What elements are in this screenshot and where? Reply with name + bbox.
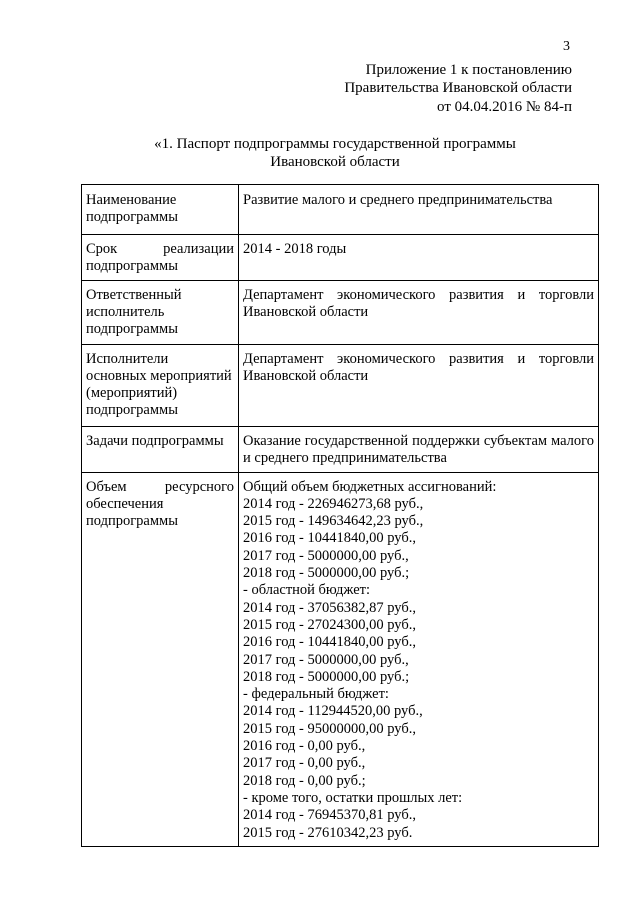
funding-line: 2015 год - 95000000,00 руб., bbox=[243, 720, 416, 737]
row-performers bbox=[82, 344, 599, 426]
funding-line: 2015 год - 27024300,00 руб., bbox=[243, 616, 416, 633]
appendix-header bbox=[212, 61, 572, 116]
label-line: обеспечения bbox=[86, 495, 164, 512]
row-performers-value: Департамент экономического развития и торговли Ивановской области bbox=[239, 344, 599, 426]
appendix-line-1: Приложение 1 к постановлению bbox=[365, 62, 572, 78]
funding-line: 2015 год - 27610342,23 руб. bbox=[243, 824, 413, 841]
label-word: Срок bbox=[86, 241, 118, 257]
row-tasks-value: Оказание государственной поддержки субъектам малого и среднего предпринимательства bbox=[239, 426, 599, 472]
label-line: основных мероприятий bbox=[86, 367, 232, 384]
funding-line: 2018 год - 5000000,00 руб.; bbox=[243, 565, 410, 582]
label-line: подпрограммы bbox=[86, 402, 178, 419]
page-number: 3 bbox=[563, 39, 570, 54]
row-name bbox=[82, 185, 599, 235]
row-name-label bbox=[82, 185, 239, 235]
funding-line: 2017 год - 5000000,00 руб., bbox=[243, 547, 409, 564]
funding-line: 2016 год - 10441840,00 руб., bbox=[243, 634, 416, 651]
row-executor-label bbox=[82, 280, 239, 344]
funding-line: 2015 год - 149634642,23 руб., bbox=[243, 513, 424, 530]
funding-line: 2014 год - 37056382,87 руб., bbox=[243, 599, 416, 616]
document-title bbox=[100, 135, 570, 171]
funding-lines bbox=[243, 479, 594, 842]
row-executor-value: Департамент экономического развития и торговли Ивановской области bbox=[239, 280, 599, 344]
label-line: (мероприятий) bbox=[86, 385, 178, 402]
label-line bbox=[86, 479, 234, 496]
label-word: Объем bbox=[86, 478, 127, 495]
appendix-line-3: от 04.04.2016 № 84-п bbox=[437, 98, 572, 115]
funding-line: 2017 год - 0,00 руб., bbox=[243, 755, 366, 772]
title-line-2: Ивановской области bbox=[270, 154, 400, 170]
row-funding-label bbox=[82, 472, 239, 846]
label-line: подпрограммы bbox=[86, 258, 178, 275]
funding-line: 2018 год - 5000000,00 руб.; bbox=[243, 668, 410, 685]
label-line: исполнитель bbox=[86, 303, 165, 320]
funding-line: 2014 год - 112944520,00 руб., bbox=[243, 703, 423, 720]
row-name-value: Развитие малого и среднего предпринимательства bbox=[239, 185, 599, 235]
label-line: подпрограммы bbox=[86, 209, 178, 226]
row-executor bbox=[82, 280, 599, 344]
funding-line: - областной бюджет: bbox=[243, 582, 371, 599]
funding-line: 2014 год - 226946273,68 руб., bbox=[243, 495, 424, 512]
row-tasks-label: Задачи подпрограммы bbox=[82, 426, 239, 472]
funding-line: 2016 год - 0,00 руб., bbox=[243, 738, 366, 755]
label-line: Исполнители bbox=[86, 350, 169, 367]
passport-table bbox=[81, 184, 599, 847]
row-term-value: 2014 - 2018 годы bbox=[239, 235, 599, 281]
row-funding-value bbox=[239, 472, 599, 846]
funding-line: 2017 год - 5000000,00 руб., bbox=[243, 651, 409, 668]
funding-line: - кроме того, остатки прошлых лет: bbox=[243, 789, 463, 806]
label-line: Ответственный bbox=[86, 286, 182, 303]
funding-line: 2018 год - 0,00 руб.; bbox=[243, 772, 366, 789]
row-term bbox=[82, 235, 599, 281]
funding-line: 2014 год - 76945370,81 руб., bbox=[243, 807, 416, 824]
title-line-1: «1. Паспорт подпрограммы государственной программы bbox=[154, 136, 516, 152]
row-tasks bbox=[82, 426, 599, 472]
label-line bbox=[86, 241, 234, 258]
appendix-line-2: Правительства Ивановской области bbox=[344, 80, 572, 97]
label-line: Наименование bbox=[86, 192, 177, 208]
funding-line: Общий объем бюджетных ассигнований: bbox=[243, 478, 497, 495]
row-funding bbox=[82, 472, 599, 846]
label-line: подпрограммы bbox=[86, 513, 178, 530]
row-performers-label bbox=[82, 344, 239, 426]
funding-line: 2016 год - 10441840,00 руб., bbox=[243, 530, 416, 547]
funding-line: - федеральный бюджет: bbox=[243, 686, 389, 703]
label-line: подпрограммы bbox=[86, 321, 178, 338]
row-term-label bbox=[82, 235, 239, 281]
label-word: реализации bbox=[163, 241, 234, 257]
label-word: ресурсного bbox=[164, 478, 234, 495]
